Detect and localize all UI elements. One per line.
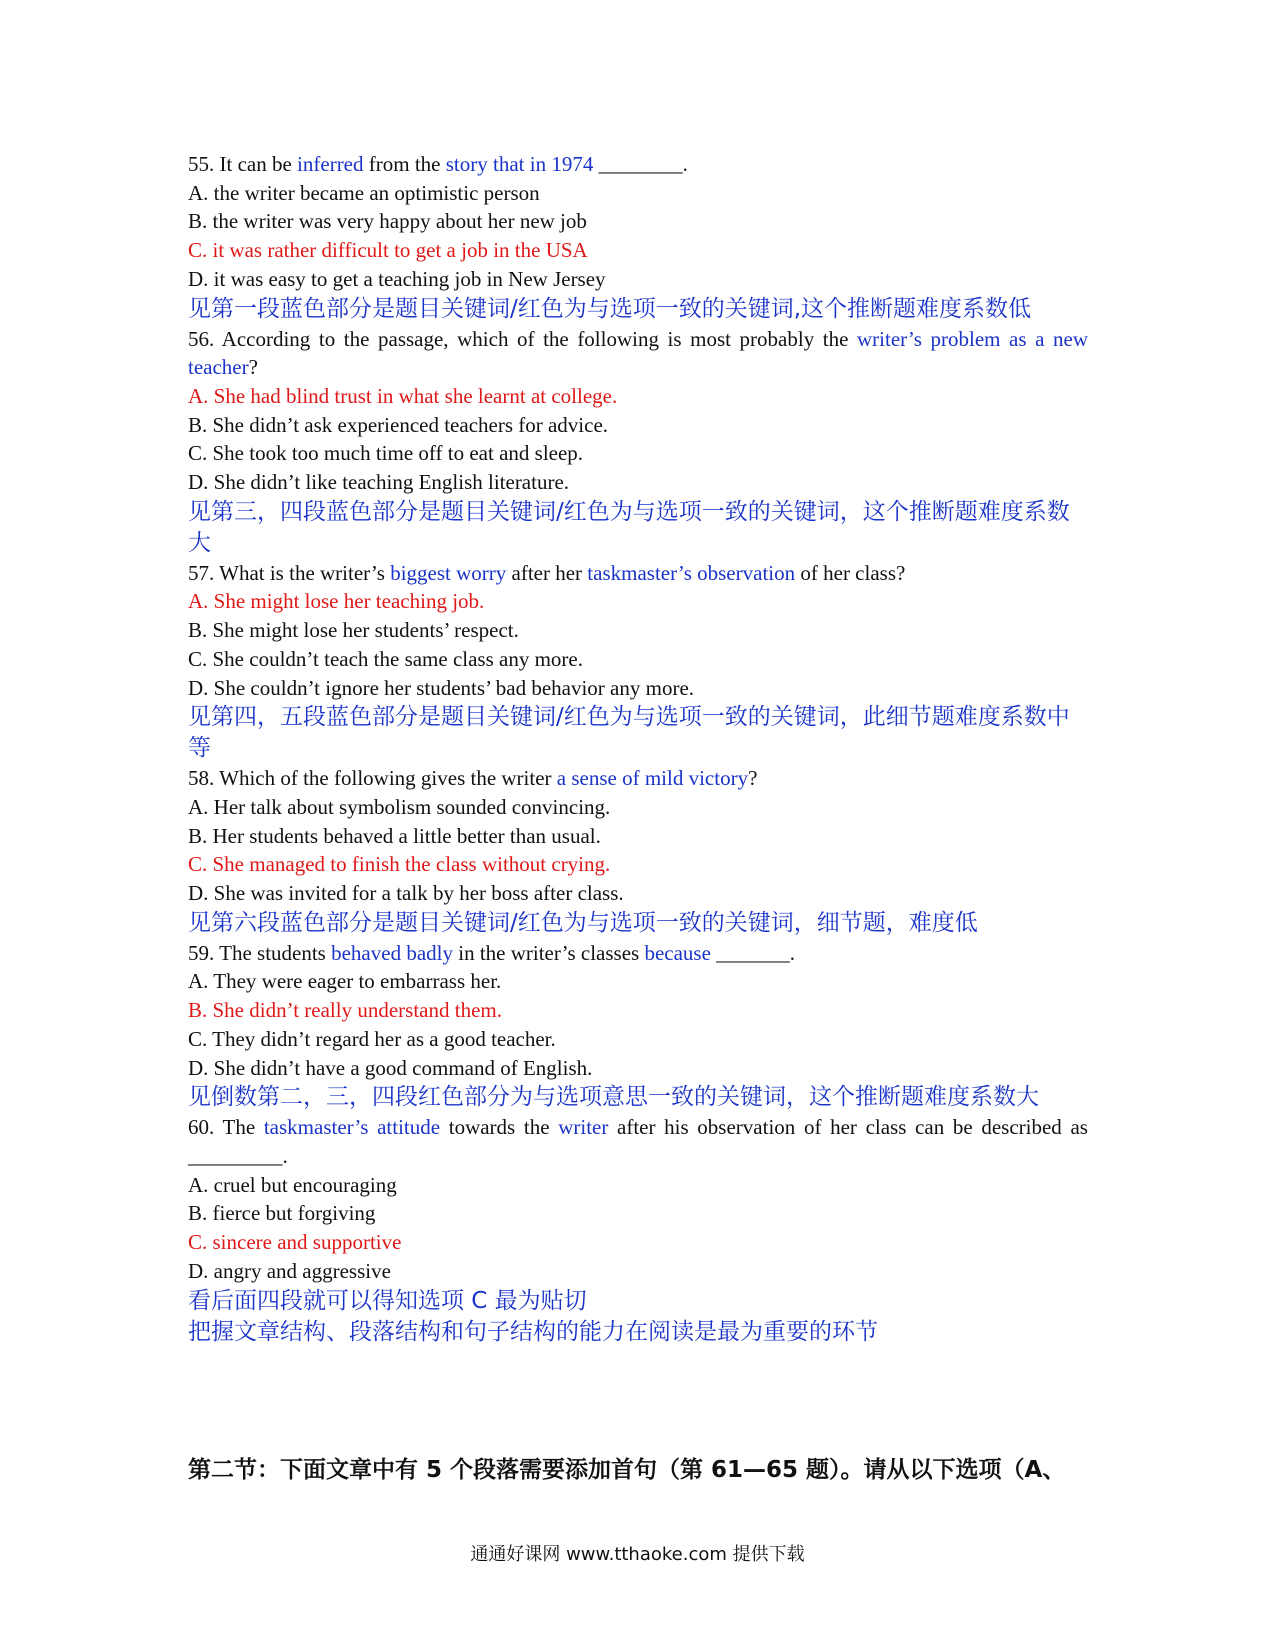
text-run: _______.	[710, 940, 795, 965]
question-stem	[188, 325, 1088, 382]
question-58	[188, 764, 1088, 939]
option-c: C. They didn’t regard her as a good teacher.	[188, 1026, 556, 1051]
option-c: C. She managed to finish the class without crying.	[188, 852, 611, 877]
option-d: D. it was easy to get a teaching job in New Jersey	[188, 266, 606, 291]
option-a: A. Her talk about symbolism sounded convincing.	[188, 794, 611, 819]
text-run: taskmaster’s attitude	[263, 1115, 441, 1140]
question-60	[188, 1113, 1088, 1347]
option-a: A. the writer became an optimistic person	[188, 180, 540, 205]
question-stem	[188, 150, 1088, 179]
text-run: in the writer’s classes	[452, 940, 645, 965]
text-run: 58. Which of the following gives the writer	[188, 766, 557, 791]
section-heading: 第二节：下面文章中有 5 个段落需要添加首句（第 61—65 题）。请从以下选项（A、	[188, 1457, 1066, 1483]
text-run: from the	[363, 152, 446, 176]
page-footer: 通通好课网 www.tthaoke.com 提供下载	[470, 1544, 805, 1565]
option-b: B. She didn’t really understand them.	[188, 998, 502, 1023]
text-run: 55. It can be	[188, 152, 298, 176]
option-a: A. She might lose her teaching job.	[188, 589, 485, 614]
text-run: writer	[558, 1115, 609, 1140]
text-run: 56. According to the passage, which of the following is most probably the	[188, 326, 857, 351]
question-56	[188, 325, 1088, 559]
option-b: B. She might lose her students’ respect.	[188, 618, 519, 643]
option-d: D. She was invited for a talk by her boss after class.	[188, 881, 624, 906]
analysis-note: 见第三，四段蓝色部分是题目关键词/红色为与选项一致的关键词，这个推断题难度系数大	[188, 498, 1070, 556]
text-run: because	[644, 940, 711, 965]
text-run: 57. What is the writer’s	[188, 560, 391, 585]
option-d: D. She didn’t like teaching English literature.	[188, 470, 570, 495]
text-run: ________.	[593, 152, 688, 176]
option-a: A. She had blind trust in what she learnt at college.	[188, 383, 618, 408]
option-c: C. She took too much time off to eat and sleep.	[188, 441, 584, 466]
analysis-note: 见第一段蓝色部分是题目关键词/红色为与选项一致的关键词,这个推断题难度系数低	[188, 295, 1032, 322]
analysis-note: 见第四，五段蓝色部分是题目关键词/红色为与选项一致的关键词，此细节题难度系数中等	[188, 704, 1070, 762]
option-d: D. She didn’t have a good command of English.	[188, 1055, 593, 1080]
option-b: B. She didn’t ask experienced teachers for advice.	[188, 412, 609, 437]
text-run: story that in 1974	[445, 152, 594, 176]
question-55	[188, 150, 1088, 325]
question-59	[188, 939, 1088, 1114]
question-stem	[188, 939, 1088, 968]
option-d: D. angry and aggressive	[188, 1258, 391, 1283]
question-stem	[188, 1113, 1088, 1170]
option-c: C. She couldn’t teach the same class any more.	[188, 646, 584, 671]
text-run: taskmaster’s observation	[587, 560, 796, 585]
text-run: after her	[506, 560, 588, 585]
analysis-note: 见倒数第二，三，四段红色部分为与选项意思一致的关键词，这个推断题难度系数大	[188, 1084, 1039, 1111]
option-a: A. cruel but encouraging	[188, 1172, 397, 1197]
question-list	[188, 150, 1088, 1348]
question-stem	[188, 764, 1088, 793]
option-b: B. Her students behaved a little better than usual.	[188, 823, 601, 848]
text-run: after his observation of her class can be described as _________.	[188, 1115, 1088, 1168]
analysis-note: 把握文章结构、段落结构和句子结构的能力在阅读是最为重要的环节	[188, 1318, 878, 1345]
option-b: B. fierce but forgiving	[188, 1201, 376, 1226]
text-run: inferred	[297, 152, 364, 176]
question-57	[188, 559, 1088, 765]
text-run: ?	[748, 766, 758, 791]
analysis-note: 看后面四段就可以得知选项 C 最为贴切	[188, 1287, 587, 1314]
text-run: a sense of mild victory	[556, 766, 749, 791]
text-run: 59. The students	[188, 940, 332, 965]
text-run: biggest worry	[390, 560, 507, 585]
option-c: C. sincere and supportive	[188, 1230, 402, 1255]
option-a: A. They were eager to embarrass her.	[188, 969, 502, 994]
text-run: towards the	[440, 1115, 559, 1140]
text-run: behaved badly	[331, 940, 453, 965]
text-run: of her class?	[795, 560, 906, 585]
option-c: C. it was rather difficult to get a job in the USA	[188, 238, 588, 263]
option-d: D. She couldn’t ignore her students’ bad behavior any more.	[188, 675, 695, 700]
text-run: ?	[248, 355, 258, 380]
option-b: B. the writer was very happy about her new job	[188, 209, 587, 234]
question-stem	[188, 559, 1088, 588]
text-run: writer’s problem as a new teacher	[188, 326, 1088, 380]
analysis-note: 见第六段蓝色部分是题目关键词/红色为与选项一致的关键词，细节题，难度低	[188, 909, 978, 936]
text-run: 60. The	[188, 1115, 264, 1140]
